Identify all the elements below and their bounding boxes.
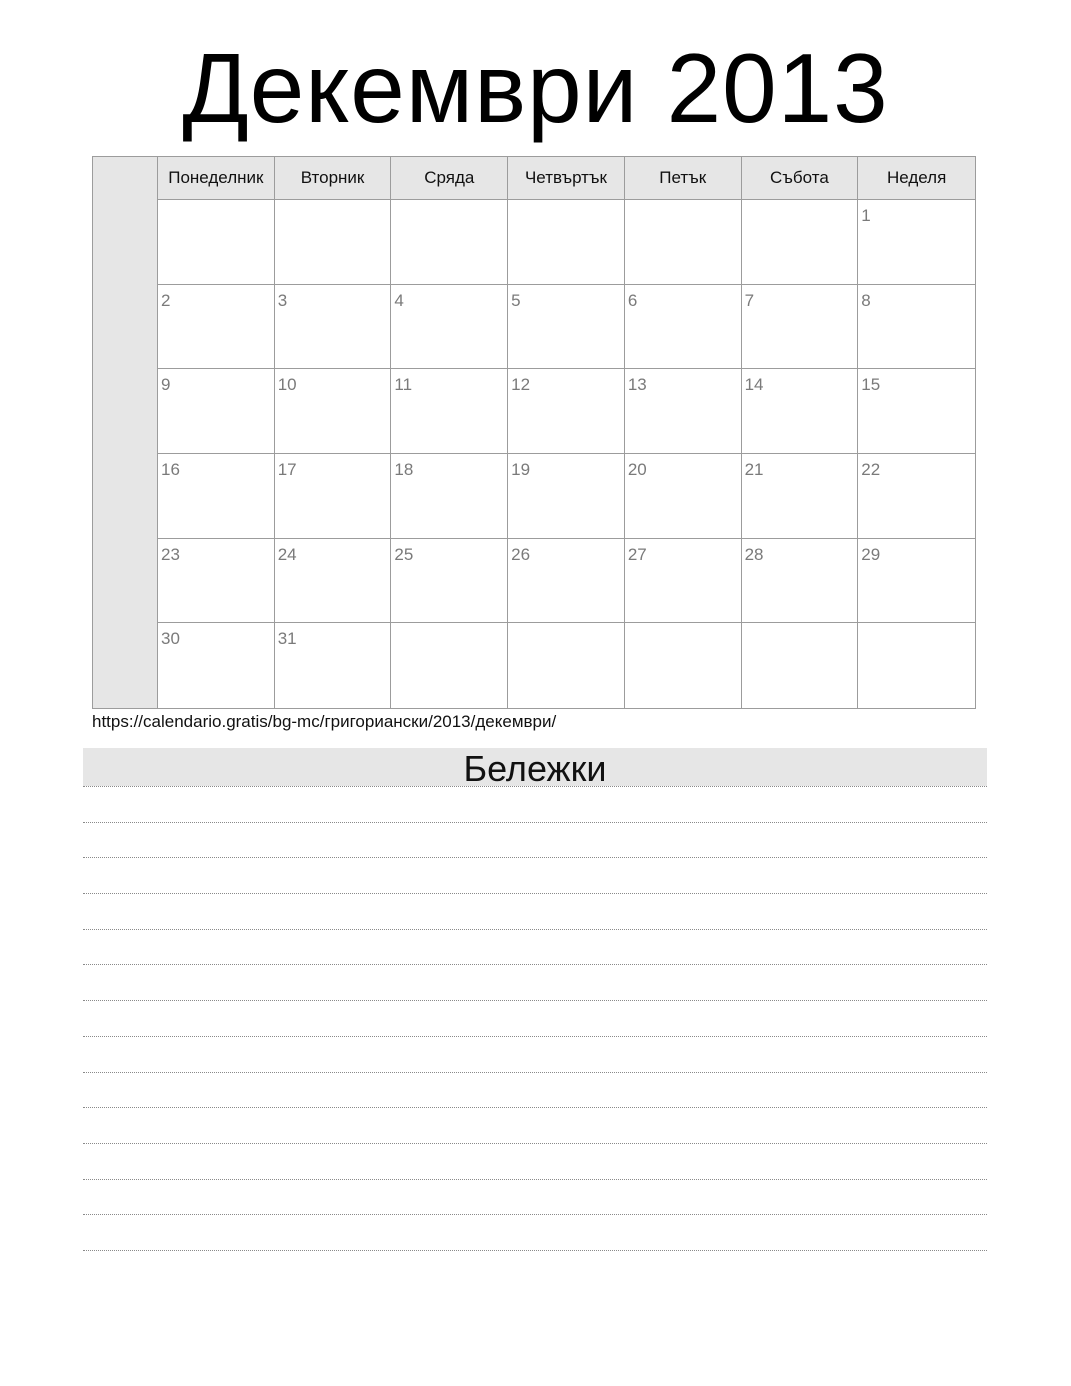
day-number: 3 (277, 290, 288, 310)
day-cell (391, 539, 508, 624)
day-cell (275, 539, 392, 624)
day-cell (625, 285, 742, 370)
weekday-header-sunday: Неделя (858, 157, 975, 200)
note-line (83, 1214, 987, 1215)
note-line (83, 1179, 987, 1180)
day-cell (158, 623, 275, 708)
day-cell (625, 369, 742, 454)
day-cell (275, 200, 392, 285)
day-cell (625, 539, 742, 624)
month-calendar (92, 156, 976, 709)
day-cell (508, 454, 625, 539)
calendar-grid (158, 157, 975, 708)
day-cell (742, 454, 859, 539)
day-number: 1 (861, 206, 871, 225)
day-number: 16 (161, 459, 180, 479)
day-cell (742, 369, 859, 454)
day-cell (508, 623, 625, 708)
day-number: 8 (861, 290, 871, 310)
note-line (83, 893, 987, 894)
day-number: 13 (627, 375, 647, 395)
day-cell (742, 539, 859, 624)
day-cell (858, 539, 975, 624)
day-cell (391, 623, 508, 708)
day-number: 28 (744, 544, 764, 564)
day-number: 23 (161, 544, 180, 564)
day-cell (508, 539, 625, 624)
day-number: 15 (861, 375, 881, 395)
note-line (83, 1072, 987, 1073)
weekday-header-tuesday: Вторник (275, 157, 392, 200)
day-cell (391, 369, 508, 454)
day-number: 4 (394, 290, 404, 310)
day-number: 17 (277, 459, 297, 479)
day-number: 20 (627, 459, 647, 479)
day-cell (275, 623, 392, 708)
weekday-header-monday: Понеделник (158, 157, 275, 200)
page-title: Декември 2013 (182, 33, 889, 143)
day-cell (742, 285, 859, 370)
day-number: 9 (161, 375, 171, 395)
day-number: 7 (744, 290, 755, 310)
day-cell (158, 200, 275, 285)
day-cell (742, 200, 859, 285)
day-cell (742, 623, 859, 708)
day-cell (391, 200, 508, 285)
day-number: 27 (627, 544, 647, 564)
day-cell (158, 539, 275, 624)
day-number: 10 (277, 375, 297, 395)
note-line (83, 1036, 987, 1037)
day-cell (391, 285, 508, 370)
weekday-header-saturday: Събота (742, 157, 859, 200)
day-cell (508, 200, 625, 285)
day-number: 14 (744, 375, 764, 395)
day-number: 18 (394, 459, 414, 479)
day-cell (158, 285, 275, 370)
weekday-header-wednesday: Сряда (391, 157, 508, 200)
source-url[interactable]: https://calendario.gratis/bg-mc/григориански/2013/декември/ (92, 712, 557, 731)
weekday-header-friday: Петък (625, 157, 742, 200)
day-number: 24 (277, 544, 297, 564)
day-cell (858, 454, 975, 539)
day-cell (858, 200, 975, 285)
day-number: 19 (511, 459, 531, 479)
notes-title: Бележки (83, 748, 987, 786)
note-line (83, 857, 987, 858)
note-line (83, 786, 987, 787)
note-line (83, 1000, 987, 1001)
day-number: 25 (394, 544, 414, 564)
day-number: 12 (511, 375, 531, 395)
day-number: 26 (511, 544, 531, 564)
note-line (83, 822, 987, 823)
day-cell (858, 623, 975, 708)
week-number-column (93, 157, 158, 708)
day-cell (275, 369, 392, 454)
day-number: 31 (277, 629, 297, 649)
day-cell (508, 369, 625, 454)
day-cell (275, 285, 392, 370)
day-cell (158, 369, 275, 454)
day-cell (858, 369, 975, 454)
day-number: 21 (744, 459, 764, 479)
day-cell (858, 285, 975, 370)
day-cell (275, 454, 392, 539)
day-number: 6 (627, 290, 638, 310)
day-cell (625, 200, 742, 285)
note-line (83, 929, 987, 930)
note-line (83, 1107, 987, 1108)
day-cell (508, 285, 625, 370)
day-cell (625, 454, 742, 539)
day-cell (625, 623, 742, 708)
weekday-header-thursday: Четвъртък (508, 157, 625, 200)
day-number: 11 (394, 375, 413, 395)
note-line (83, 964, 987, 965)
day-cell (391, 454, 508, 539)
note-line (83, 1250, 987, 1251)
day-number: 2 (161, 290, 171, 310)
day-number: 30 (161, 629, 180, 649)
day-number: 5 (511, 290, 521, 310)
day-number: 29 (861, 544, 881, 564)
day-cell (158, 454, 275, 539)
note-line (83, 1143, 987, 1144)
day-number: 22 (861, 459, 881, 479)
